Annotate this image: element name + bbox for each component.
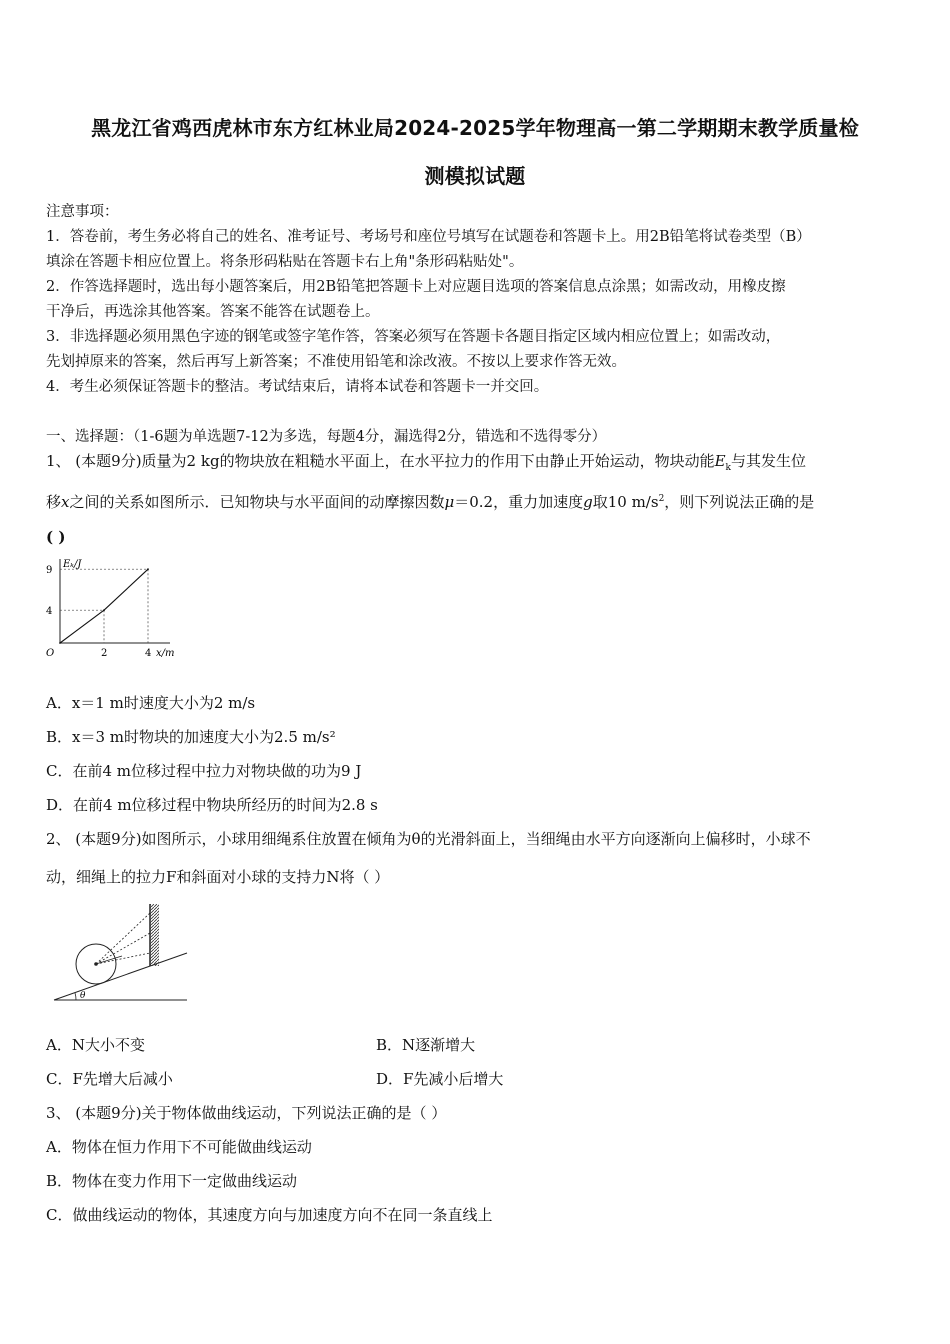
q1-ek-symbol: E (714, 452, 726, 470)
q1-stem-line2 (46, 490, 908, 511)
notice-heading: 注意事项： (46, 204, 119, 220)
data-point (59, 642, 61, 644)
notice-line: 填涂在答题卡相应位置上。将条形码粘贴在答题卡右上角"条形码粘贴处"。 (46, 254, 524, 270)
q1-text: 之间的关系如图所示．已知物块与水平面间的动摩擦因数 (69, 493, 445, 511)
y-tick-label: 9 (46, 565, 53, 577)
rope-up (96, 913, 150, 964)
q1-text: 1、 (本题9分)质量为2 kg的物块放在粗糙水平面上，在水平拉力的作用下由静止开始运动，物块动能 (46, 452, 715, 470)
theta-label: θ (80, 991, 86, 1001)
wall-hatch (150, 904, 159, 966)
q1-g-symbol: g (583, 493, 593, 511)
q3-stem: 3、 (本题9分)关于物体做曲线运动，下列说法正确的是（ ） (46, 1104, 447, 1122)
incline-ball-figure (52, 898, 192, 1006)
q2-option-a[interactable]: A．N大小不变 (46, 1036, 145, 1054)
section-heading: 一、选择题：（1-6题为单选题7-12为多选，每题4分，漏选得2分，错选和不选得零分） (46, 429, 607, 445)
q1-text: 取10 m/s (592, 493, 659, 511)
origin-label: O (46, 648, 55, 659)
notice-line: 2．作答选择题时，选出每小题答案后，用2B铅笔把答题卡上对应题目选项的答案信息点涂黑；如需改动，用橡皮擦 (46, 279, 786, 295)
q1-superscript: 2 (658, 494, 665, 504)
notice-line: 先划掉原来的答案，然后再写上新答案；不准使用铅笔和涂改液。不按以上要求作答无效。 (46, 354, 626, 370)
series-segment (60, 610, 104, 643)
x-axis-label: x/m (156, 648, 175, 659)
theta-arc (75, 993, 76, 1000)
q1-option-a[interactable]: A．x＝1 m时速度大小为2 m/s (46, 694, 256, 712)
y-axis-label: Eₖ/J (63, 559, 82, 570)
q1-option-c[interactable]: C．在前4 m位移过程中拉力对物块做的功为9 J (46, 762, 362, 780)
q3-option-a[interactable]: A．物体在恒力作用下不可能做曲线运动 (46, 1138, 312, 1156)
q1-text: ，则下列说法正确的是 (664, 493, 815, 511)
q1-text: 移 (46, 493, 62, 511)
rope-horizontal (96, 953, 150, 964)
q1-mu-symbol: μ (444, 493, 455, 511)
data-point (147, 568, 149, 570)
rope-mid (96, 933, 150, 964)
q2-stem-line1: 2、 (本题9分)如图所示，小球用细绳系住放置在倾角为θ的光滑斜面上，当细绳由水平方向逐渐向上偏移时，小球不 (46, 830, 811, 848)
q1-option-b[interactable]: B．x＝3 m时物块的加速度大小为2.5 m/s² (46, 728, 336, 746)
page-title-line2: 测模拟试题 (424, 164, 526, 188)
q1-option-d[interactable]: D．在前4 m位移过程中物块所经历的时间为2.8 s (46, 796, 378, 814)
q1-text: 与其发生位 (731, 452, 807, 470)
q2-option-b[interactable]: B．N逐渐增大 (376, 1036, 476, 1054)
x-tick-label: 4 (145, 648, 152, 659)
notice-line: 干净后，再选涂其他答案。答案不能答在试题卷上。 (46, 304, 380, 320)
q1-ek-subscript: k (725, 463, 731, 473)
q3-option-b[interactable]: B．物体在变力作用下一定做曲线运动 (46, 1172, 298, 1190)
q1-text: ＝0.2，重力加速度 (454, 493, 584, 511)
page-title-line1: 黑龙江省鸡西虎林市东方红林业局2024-2025学年物理高一第二学期期末教学质量检 (91, 116, 859, 140)
series-segment (104, 569, 148, 610)
q3-option-c[interactable]: C．做曲线运动的物体，其速度方向与加速度方向不在同一条直线上 (46, 1206, 493, 1224)
incline-surface (54, 953, 187, 1000)
q1-stem-line1 (46, 452, 908, 477)
q2-stem-line2: 动，细绳上的拉力F和斜面对小球的支持力N将（ ） (46, 868, 390, 886)
q1-answer-paren: ( ) (46, 528, 66, 546)
q2-option-d[interactable]: D．F先减小后增大 (376, 1070, 504, 1088)
notice-line: 3．非选择题必须用黑色字迹的钢笔或签字笔作答，答案必须写在答题卡各题目指定区域内相应位置上；如需改动， (46, 329, 781, 345)
q1-x-symbol: x (61, 493, 70, 511)
x-tick-label: 2 (101, 648, 108, 659)
ek-x-chart (44, 555, 184, 660)
y-tick-label: 4 (46, 606, 53, 618)
notice-line: 4．考生必须保证答题卡的整洁。考试结束后，请将本试卷和答题卡一并交回。 (46, 379, 549, 395)
notice-line: 1．答卷前，考生务必将自己的姓名、准考证号、考场号和座位号填写在试题卷和答题卡上。用2B铅笔将试卷类型（B） (46, 229, 811, 245)
q2-option-c[interactable]: C．F先增大后减小 (46, 1070, 173, 1088)
data-point (103, 609, 105, 611)
